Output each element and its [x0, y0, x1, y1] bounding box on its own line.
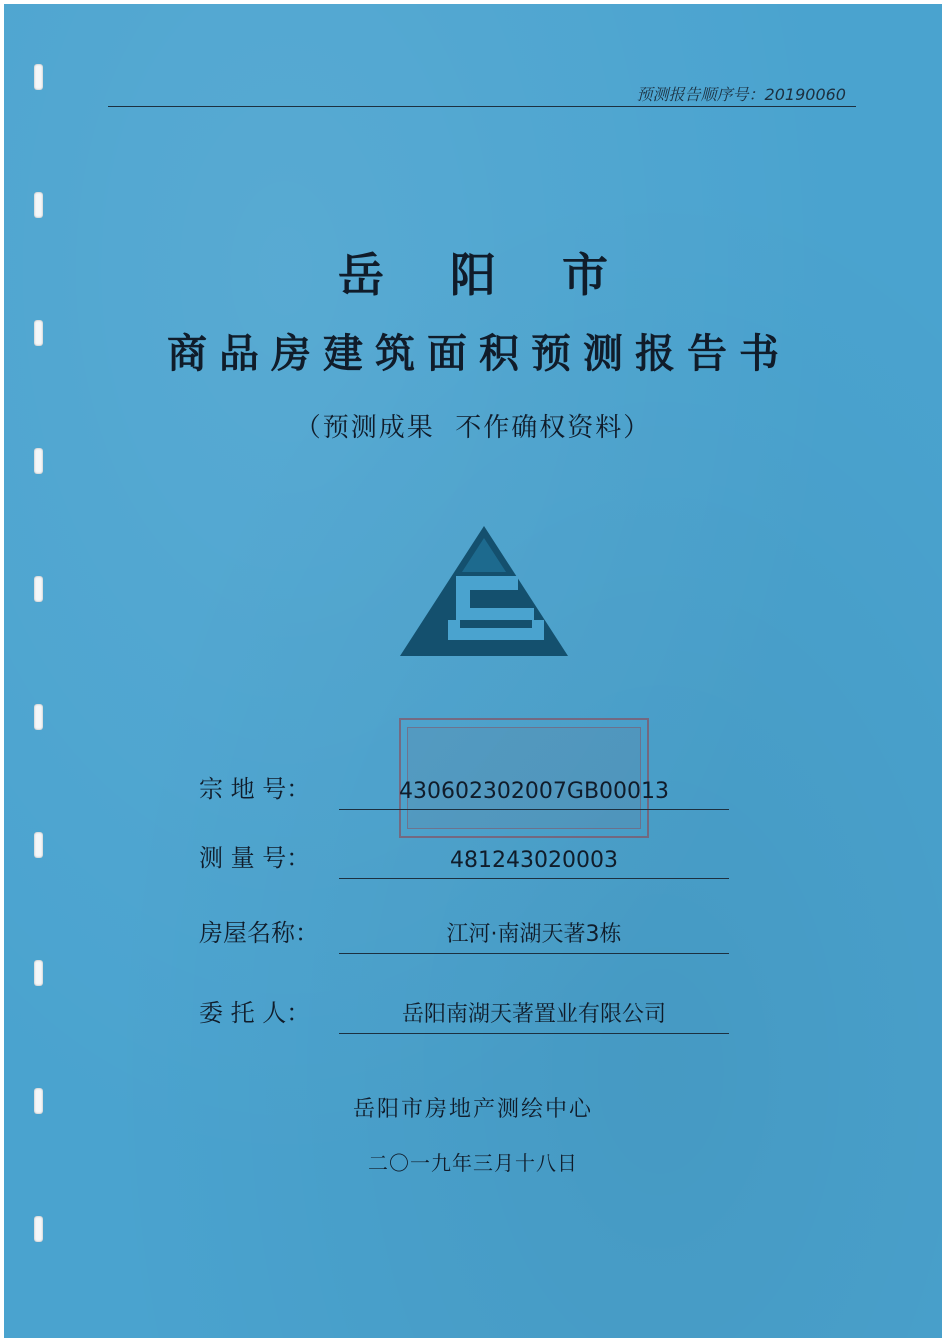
field-underline: [339, 809, 729, 810]
issue-date: 二〇一九年三月十八日: [368, 1151, 578, 1175]
yue-triangle-logo-icon: [396, 520, 572, 660]
report-cover: [4, 4, 942, 1338]
serial-number: 预测报告顺序号：20190060: [636, 85, 846, 104]
field-client: [199, 994, 729, 1034]
field-label: 委 托 人：: [199, 999, 311, 1027]
issuing-organization: 岳阳市房地产测绘中心: [352, 1097, 593, 1122]
report-title-city: 岳阳市: [338, 248, 674, 302]
binding-hole: [34, 576, 43, 602]
field-label: 宗 地 号：: [199, 775, 311, 803]
field-value: 430602302007GB00013: [398, 779, 670, 804]
field-label: 测 量 号：: [199, 844, 311, 872]
binding-hole: [34, 192, 43, 218]
binding-hole: [34, 704, 43, 730]
field-parcel-number: [199, 770, 729, 810]
binding-hole: [34, 64, 43, 90]
field-underline: [339, 878, 729, 879]
field-building-name: [199, 914, 729, 954]
binding-hole: [34, 832, 43, 858]
field-survey-number: [199, 839, 729, 879]
report-subtitle: （预测成果 不作确权资料）: [294, 413, 652, 443]
serial-number-line: [108, 74, 856, 107]
binding-hole: [34, 1216, 43, 1242]
field-value: 江河·南湖天著3栋: [446, 922, 622, 947]
field-label: 房屋名称：: [199, 919, 319, 947]
field-value: 481243020003: [450, 848, 618, 873]
field-underline: [339, 1033, 729, 1034]
binding-hole: [34, 960, 43, 986]
report-title: 商品房建筑面积预测报告书: [167, 330, 791, 377]
field-value: 岳阳南湖天著置业有限公司: [401, 1002, 666, 1027]
binding-hole: [34, 448, 43, 474]
field-underline: [339, 953, 729, 954]
